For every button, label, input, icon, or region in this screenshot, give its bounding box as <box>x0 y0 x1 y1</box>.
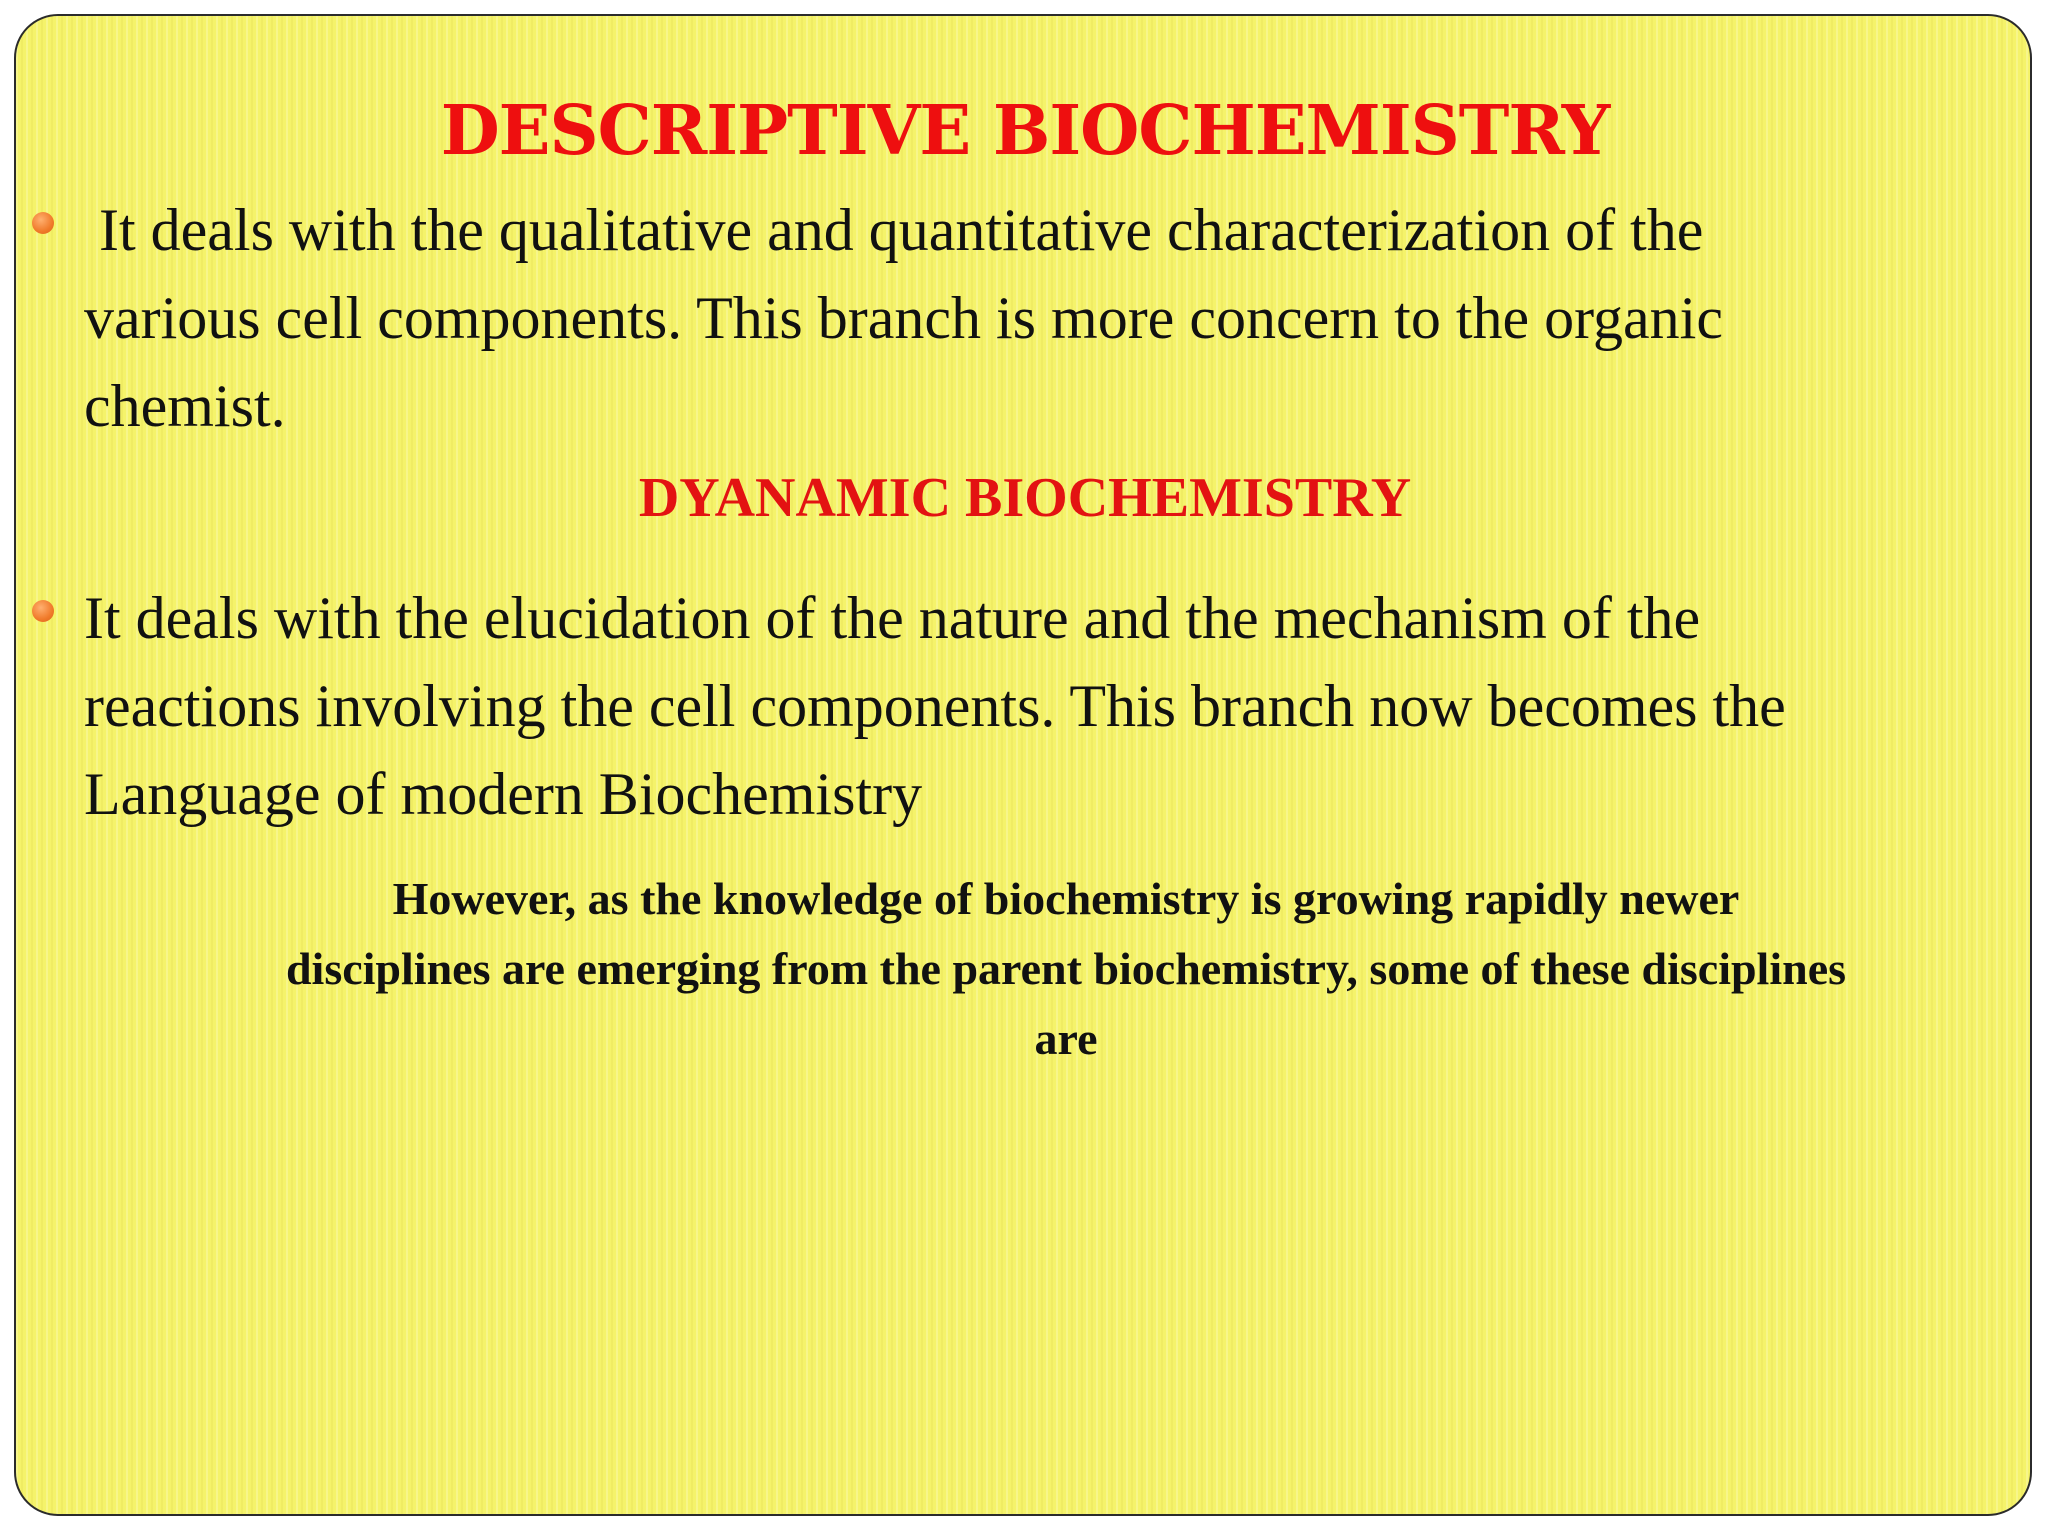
slide <box>14 14 2032 1516</box>
bullet-descriptive-line-1: It deals with the qualitative and quantitative characterization of the <box>84 197 1704 263</box>
note-line-2: disciplines are emerging from the parent biochemistry, some of these disciplines <box>285 943 1847 994</box>
bullet-dot-icon <box>32 212 54 234</box>
bullet-descriptive-line-3: chemist. <box>84 373 286 439</box>
disciplines-note <box>86 864 2032 1074</box>
bullet-dynamic-line-1: It deals with the elucidation of the nature and the mechanism of the <box>84 585 1701 651</box>
note-line-1: However, as the knowledge of biochemistry is growing rapidly newer <box>392 873 1740 924</box>
slide-title: DESCRIPTIVE BIOCHEMISTRY <box>440 91 1610 171</box>
bullet-descriptive-text <box>84 186 1984 450</box>
bullet-dynamic-text <box>84 574 1984 838</box>
bullet-descriptive-line-2: various cell components. This branch is more concern to the organic <box>84 285 1723 351</box>
bullet-dot-icon <box>32 600 54 622</box>
note-line-3: are <box>1034 1013 1098 1064</box>
dynamic-heading: DYANAMIC BIOCHEMISTRY <box>638 467 1412 529</box>
bullet-dynamic-line-2: reactions involving the cell components. This branch now becomes the <box>84 673 1786 739</box>
bullet-dynamic-line-3: Language of modern Biochemistry <box>84 761 923 827</box>
